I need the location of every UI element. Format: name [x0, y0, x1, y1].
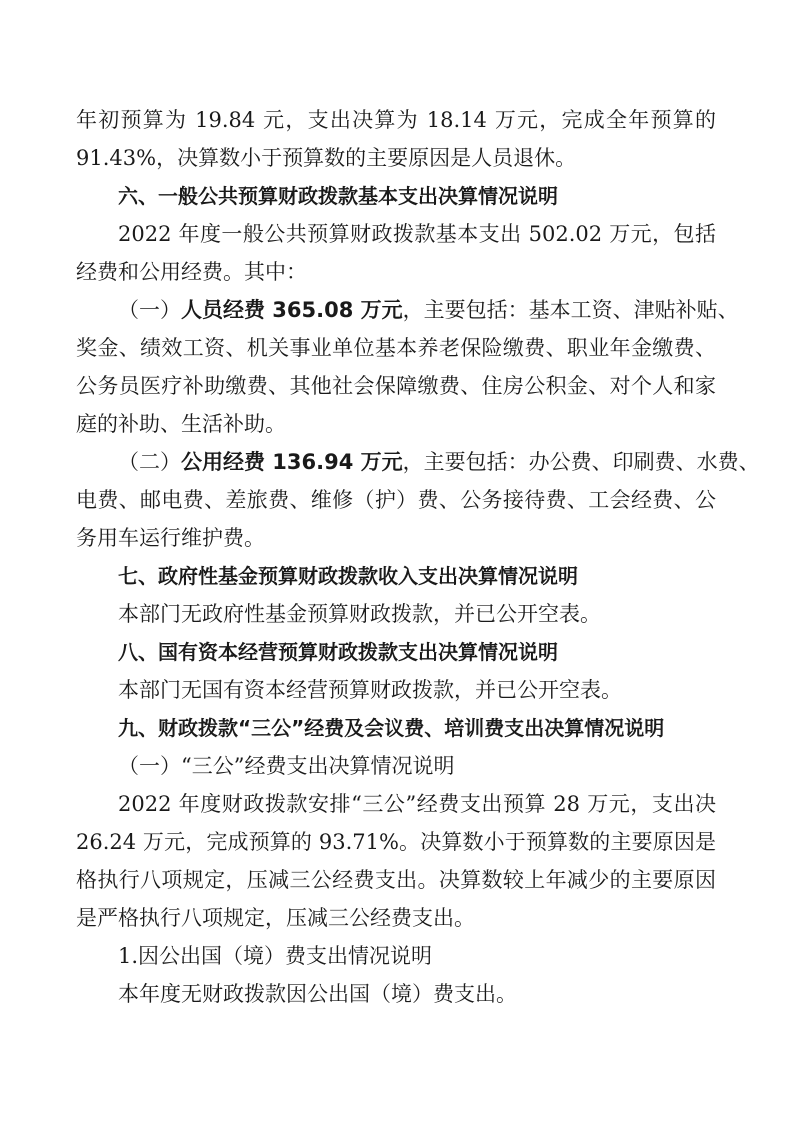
paragraph-line — [118, 295, 739, 325]
paragraph-line: 91.43%，决算数小于预算数的主要原因是人员退休。 — [76, 146, 577, 170]
inline-text: ，主要包括：基本工资、津贴补贴、 — [402, 298, 739, 322]
paragraph-line: 2022 年度财政拨款安排“三公”经费支出预算 28 万元，支出决 — [118, 792, 716, 816]
list-marker: （一） — [118, 298, 181, 322]
section-heading: 七、政府性基金预算财政拨款收入支出决算情况说明 — [118, 564, 578, 588]
paragraph-line: 本部门无国有资本经营预算财政拨款，并已公开空表。 — [118, 678, 622, 702]
subsection-heading: （一）“三公”经费支出决算情况说明 — [118, 754, 455, 778]
paragraph-line: 2022 年度一般公共预算财政拨款基本支出 502.02 万元，包括 — [118, 222, 716, 246]
paragraph-line: 年初预算为 19.84 元，支出决算为 18.14 万元，完成全年预算的 — [76, 108, 716, 132]
paragraph-line: 务用车运行维护费。 — [76, 526, 265, 550]
paragraph-line — [118, 447, 760, 477]
paragraph-line: 本年度无财政拨款因公出国（境）费支出。 — [118, 982, 517, 1006]
emphasis-text: 人员经费 365.08 万元 — [181, 298, 403, 322]
paragraph-line: 26.24 万元，完成预算的 93.71%。决算数小于预算数的主要原因是 — [76, 830, 716, 854]
paragraph-line: 奖金、绩效工资、机关事业单位基本养老保险缴费、职业年金缴费、 — [76, 336, 716, 360]
paragraph-line: 电费、邮电费、差旅费、维修（护）费、公务接待费、工会经费、公 — [76, 488, 716, 512]
section-heading: 九、财政拨款“三公”经费及会议费、培训费支出决算情况说明 — [118, 716, 665, 740]
section-heading: 八、国有资本经营预算财政拨款支出决算情况说明 — [118, 640, 558, 664]
paragraph-line: 公务员医疗补助缴费、其他社会保障缴费、住房公积金、对个人和家 — [76, 374, 716, 398]
paragraph-line: 格执行八项规定，压减三公经费支出。决算数较上年减少的主要原因 — [76, 868, 716, 892]
section-heading: 六、一般公共预算财政拨款基本支出决算情况说明 — [118, 184, 558, 208]
paragraph-line: 本部门无政府性基金预算财政拨款，并已公开空表。 — [118, 602, 601, 626]
subsection-heading: 1.因公出国（境）费支出情况说明 — [118, 944, 433, 968]
inline-text: ，主要包括：办公费、印刷费、水费、 — [402, 450, 760, 474]
paragraph-line: 是严格执行八项规定，压减三公经费支出。 — [76, 906, 475, 930]
emphasis-text: 公用经费 136.94 万元 — [181, 450, 403, 474]
paragraph-line: 庭的补助、生活补助。 — [76, 412, 286, 436]
paragraph-line: 经费和公用经费。其中： — [76, 260, 307, 284]
list-marker: （二） — [118, 450, 181, 474]
